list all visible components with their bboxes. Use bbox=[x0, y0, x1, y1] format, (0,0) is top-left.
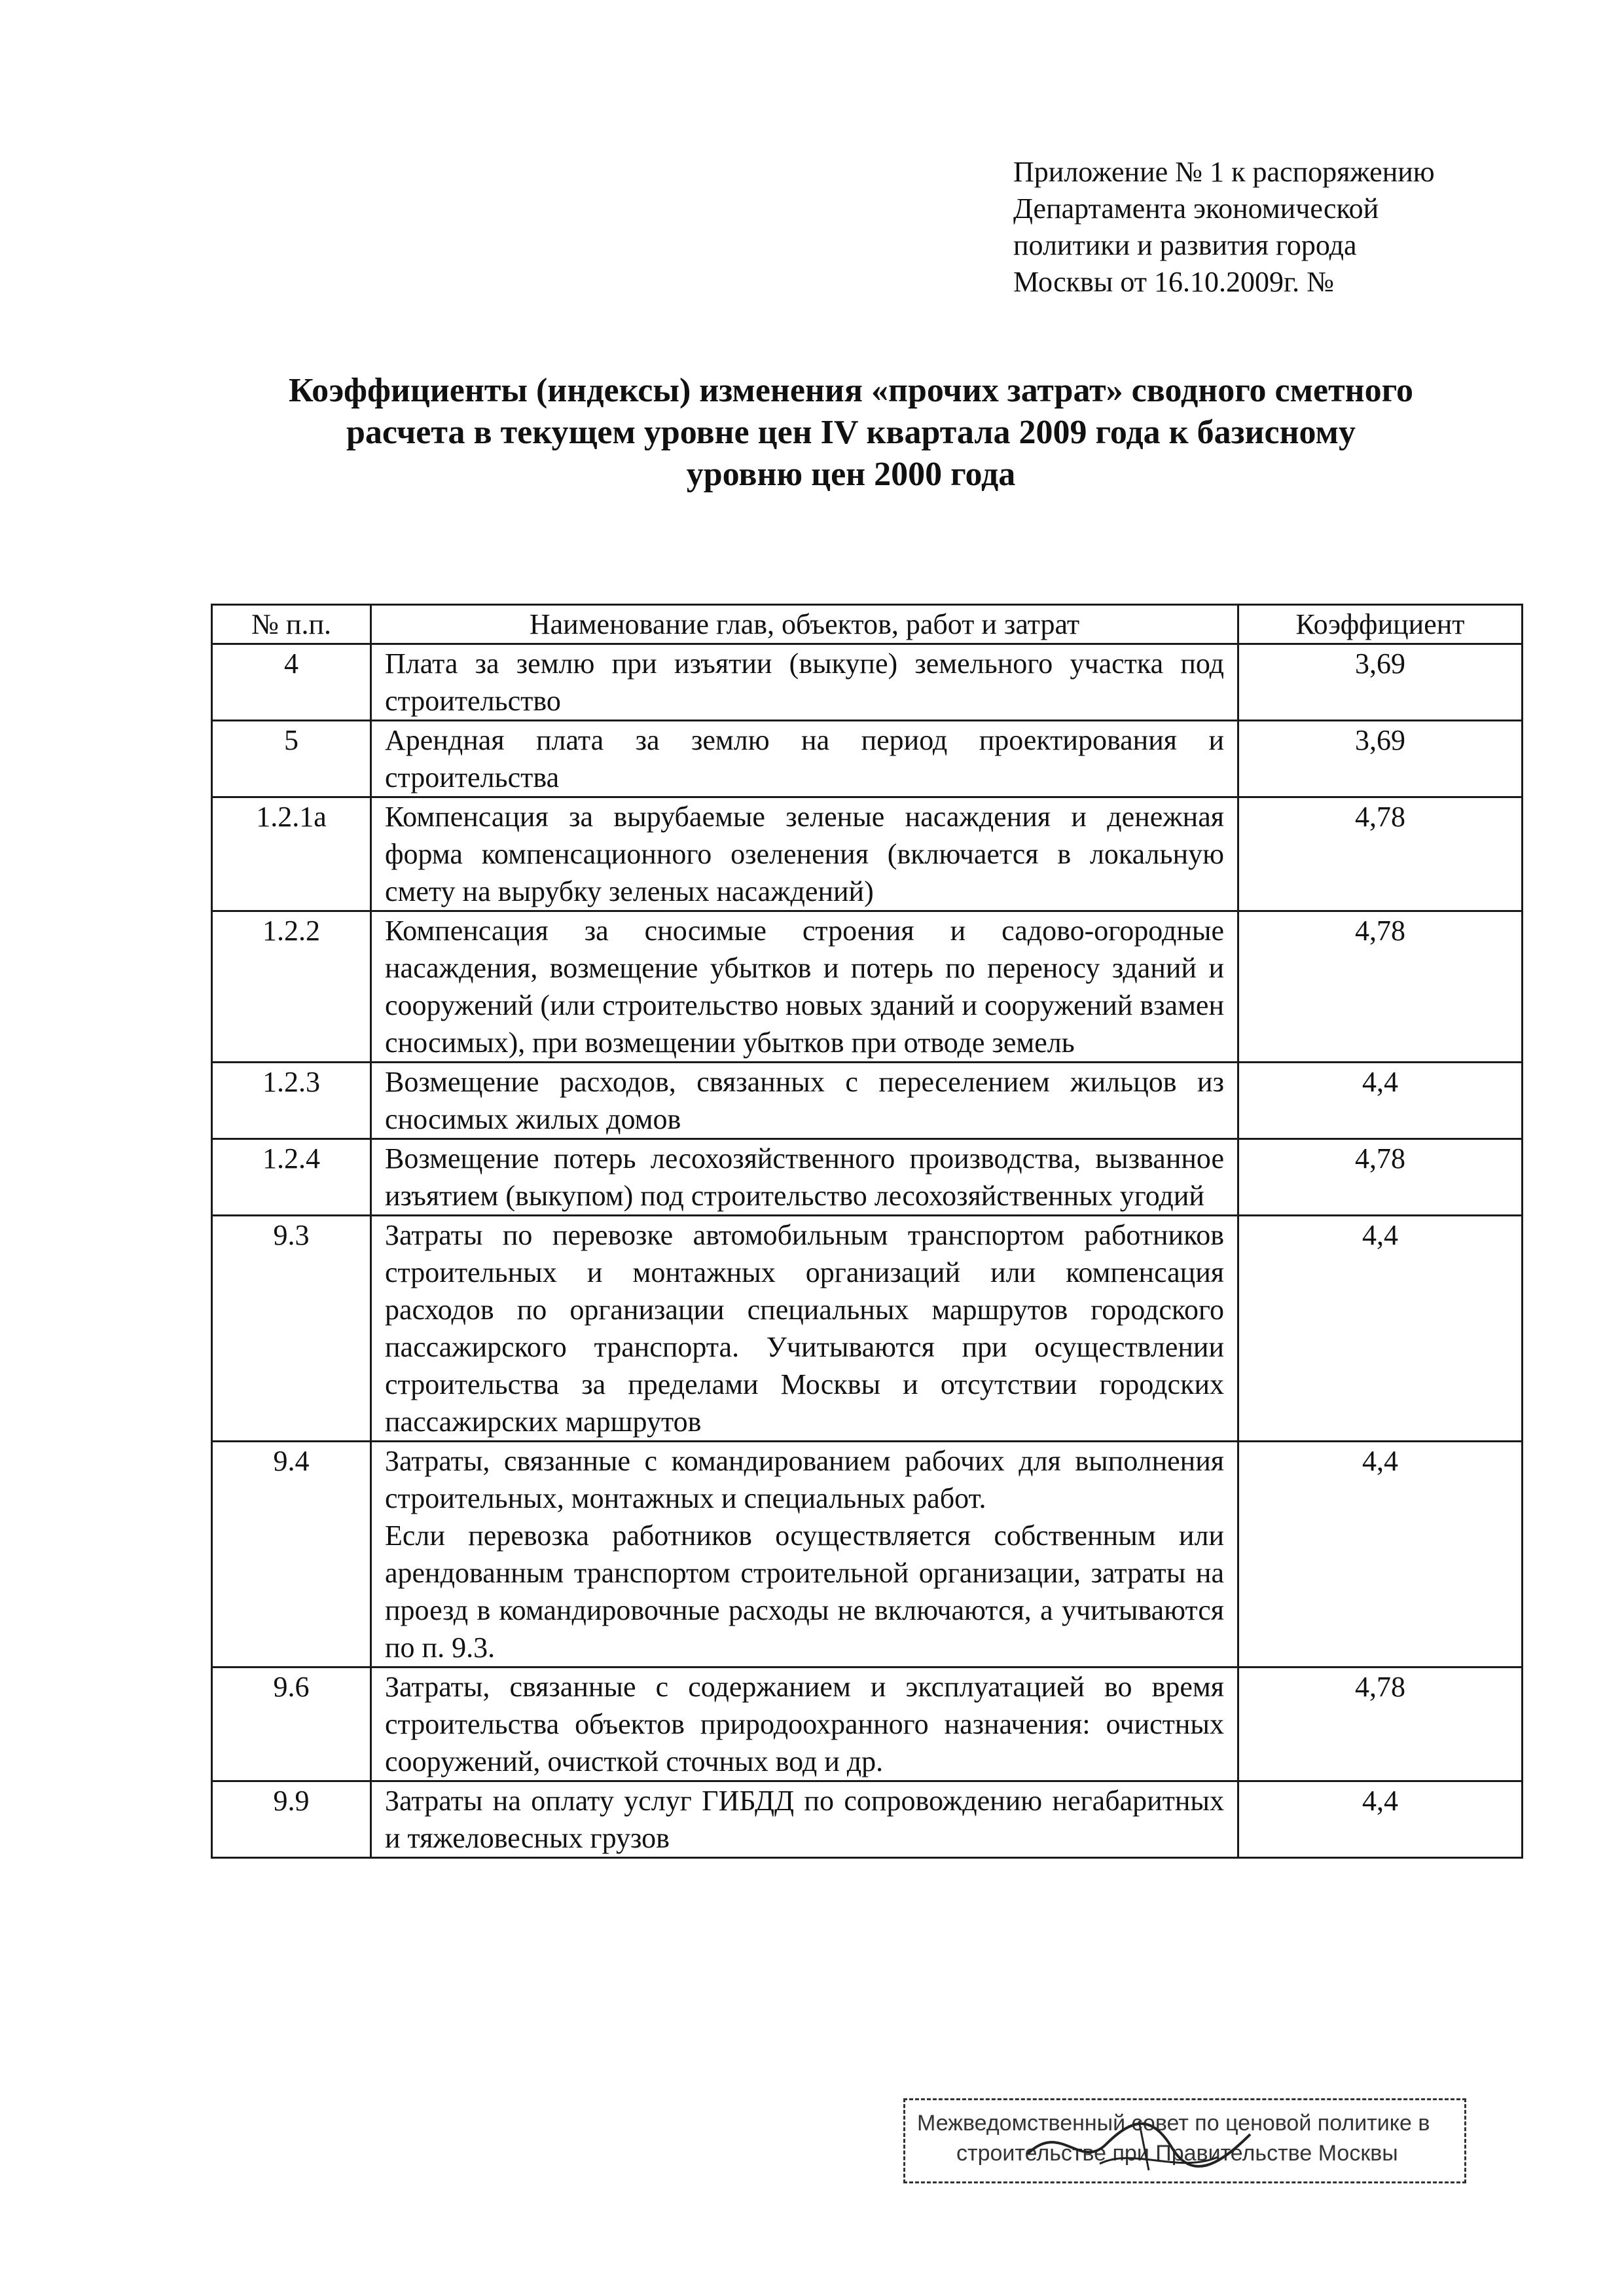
title-line: расчета в текущем уровне цен IV квартала 2009 года к базисному bbox=[346, 414, 1356, 451]
row-coefficient: 4,4 bbox=[1238, 1442, 1523, 1667]
row-coefficient: 3,69 bbox=[1238, 644, 1523, 721]
appendix-line: Москвы от 16.10.2009г. № bbox=[1013, 266, 1335, 298]
table-header-row bbox=[212, 605, 1523, 644]
row-name: Затраты, связанные с содержанием и эксплуатацией во время строительства объектов природоохранного назначения: очистных сооружений, очисткой сточных вод и др. bbox=[371, 1667, 1238, 1781]
row-number: 5 bbox=[212, 721, 371, 797]
row-number: 4 bbox=[212, 644, 371, 721]
row-name: Компенсация за вырубаемые зеленые насаждения и денежная форма компенсационного озеленения (включается в локальную смету на вырубку зеленых насаждений) bbox=[371, 797, 1238, 911]
table-row bbox=[212, 1139, 1523, 1216]
table-row bbox=[212, 797, 1523, 911]
row-number: 1.2.1а bbox=[212, 797, 371, 911]
row-coefficient: 4,78 bbox=[1238, 1139, 1523, 1216]
header-name: Наименование глав, объектов, работ и затрат bbox=[371, 605, 1238, 644]
table-row bbox=[212, 1667, 1523, 1781]
row-name: Возмещение потерь лесохозяйственного производства, вызванное изъятием (выкупом) под строительство лесохозяйственных угодий bbox=[371, 1139, 1238, 1216]
row-name: Плата за землю при изъятии (выкупе) земельного участка под строительство bbox=[371, 644, 1238, 721]
row-coefficient: 4,4 bbox=[1238, 1063, 1523, 1139]
table-row bbox=[212, 1216, 1523, 1442]
document-title bbox=[170, 370, 1532, 496]
title-line: уровню цен 2000 года bbox=[686, 456, 1016, 493]
row-name: Затраты на оплату услуг ГИБДД по сопровождению негабаритных и тяжеловесных грузов bbox=[371, 1781, 1238, 1858]
row-name-paragraph: Затраты, связанные с командированием рабочих для выполнения строительных, монтажных и специальных работ. bbox=[385, 1445, 1224, 1514]
appendix-line: политики и развития города bbox=[1013, 229, 1357, 261]
table-row bbox=[212, 1063, 1523, 1139]
table-row bbox=[212, 644, 1523, 721]
row-number: 1.2.4 bbox=[212, 1139, 371, 1216]
row-name-paragraph: Если перевозка работников осуществляется собственным или арендованным транспортом строительной организации, затраты на проезд в командировочные расходы не включаются, а учитываются по п. 9.3. bbox=[385, 1520, 1224, 1664]
row-number: 1.2.2 bbox=[212, 911, 371, 1063]
row-name: Затраты по перевозке автомобильным транспортом работников строительных и монтажных организаций или компенсация расходов по организации специальных маршрутов городского пассажирского транспорта. Учитываются при осуществлении строительства за пределами Москвы и отсутствии городских пассажирских маршрутов bbox=[371, 1216, 1238, 1442]
appendix-line: Приложение № 1 к распоряжению bbox=[1013, 156, 1435, 188]
appendix-line: Департамента экономической bbox=[1013, 192, 1379, 225]
header-coefficient: Коэффициент bbox=[1238, 605, 1523, 644]
handwritten-signature bbox=[1021, 2108, 1257, 2180]
row-name: Арендная плата за землю на период проектирования и строительства bbox=[371, 721, 1238, 797]
table-row bbox=[212, 911, 1523, 1063]
row-number: 9.6 bbox=[212, 1667, 371, 1781]
coefficients-table bbox=[211, 604, 1523, 1859]
row-coefficient: 4,78 bbox=[1238, 911, 1523, 1063]
row-coefficient: 3,69 bbox=[1238, 721, 1523, 797]
title-line: Коэффициенты (индексы) изменения «прочих затрат» сводного сметного bbox=[289, 372, 1413, 409]
row-coefficient: 4,78 bbox=[1238, 797, 1523, 911]
stamp-line: Межведомственный совет по ценовой политике в bbox=[917, 2111, 1430, 2136]
row-name bbox=[371, 1442, 1238, 1667]
table-row bbox=[212, 1442, 1523, 1667]
table-row bbox=[212, 721, 1523, 797]
row-number: 9.3 bbox=[212, 1216, 371, 1442]
row-coefficient: 4,78 bbox=[1238, 1667, 1523, 1781]
row-name: Компенсация за сносимые строения и садово-огородные насаждения, возмещение убытков и потерь по переносу зданий и сооружений (или строительство новых зданий и сооружений взамен сносимых), при возмещении убытков при отводе земель bbox=[371, 911, 1238, 1063]
header-number: № п.п. bbox=[212, 605, 371, 644]
row-name: Возмещение расходов, связанных с переселением жильцов из сносимых жилых домов bbox=[371, 1063, 1238, 1139]
stamp-line: строительстве при Правительстве Москвы bbox=[956, 2141, 1398, 2166]
row-coefficient: 4,4 bbox=[1238, 1216, 1523, 1442]
appendix-block bbox=[1013, 154, 1550, 301]
row-coefficient: 4,4 bbox=[1238, 1781, 1523, 1858]
row-number: 9.4 bbox=[212, 1442, 371, 1667]
row-number: 1.2.3 bbox=[212, 1063, 371, 1139]
table-row bbox=[212, 1781, 1523, 1858]
row-number: 9.9 bbox=[212, 1781, 371, 1858]
